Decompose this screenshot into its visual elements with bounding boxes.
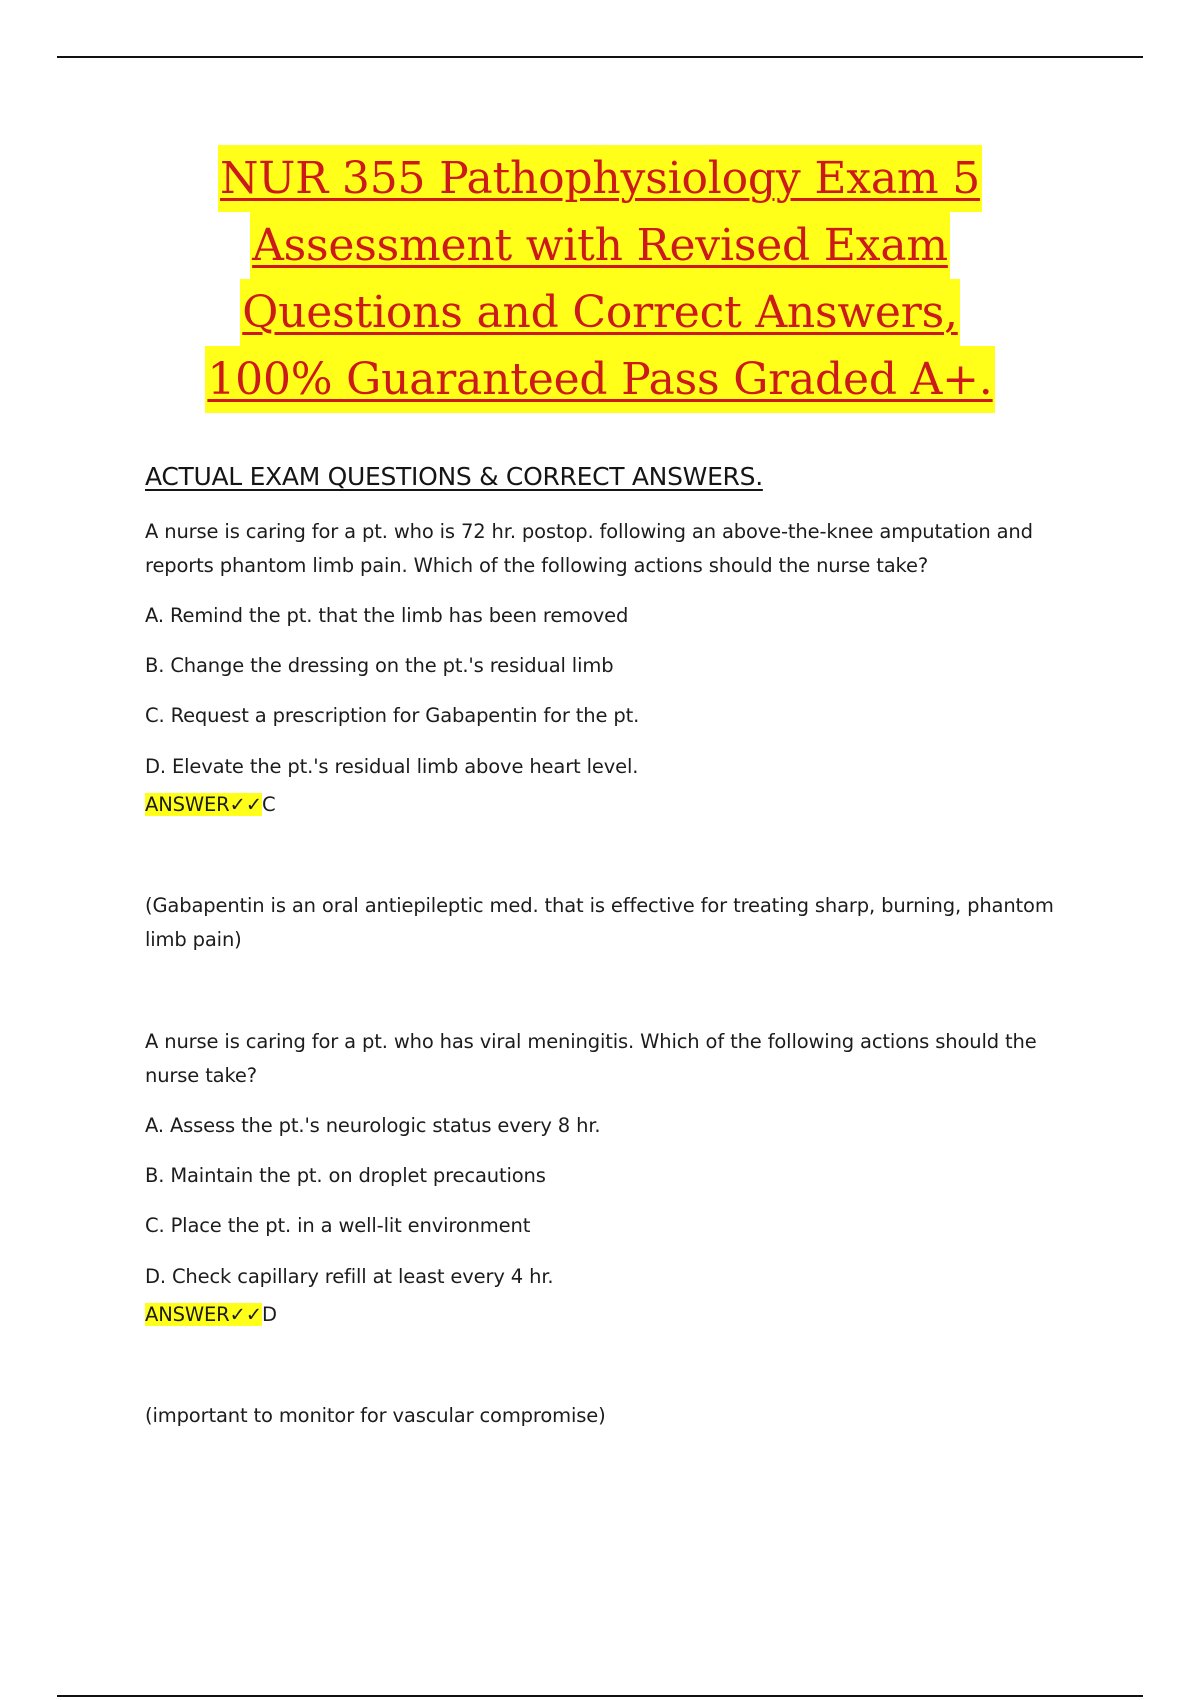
bottom-divider <box>57 1695 1143 1697</box>
answer-value: D <box>261 1303 277 1326</box>
title-line-4: 100% Guaranteed Pass Graded A+. <box>205 346 994 413</box>
question-2-answer <box>145 1298 277 1332</box>
question-1-stem-line-2: reports phantom limb pain. Which of the following actions should the nurse take? <box>145 554 929 577</box>
question-1-option-b: B. Change the dressing on the pt.'s residual limb <box>145 654 614 677</box>
question-2-option-d: D. Check capillary refill at least every 4 hr. <box>145 1265 554 1288</box>
answer-value: C <box>261 793 276 816</box>
question-1-rationale-line-1: (Gabapentin is an oral antiepileptic med. that is effective for treating sharp, burning, phantom <box>145 894 1054 917</box>
question-2-option-a: A. Assess the pt.'s neurologic status every 8 hr. <box>145 1114 601 1137</box>
question-1-option-a: A. Remind the pt. that the limb has been removed <box>145 604 629 627</box>
answer-label: ANSWER✓✓ <box>145 1303 262 1326</box>
question-1-option-c: C. Request a prescription for Gabapentin for the pt. <box>145 704 640 727</box>
top-divider <box>57 56 1143 58</box>
question-2-stem-line-1: A nurse is caring for a pt. who has viral meningitis. Which of the following actions should the <box>145 1030 1037 1053</box>
question-1-option-d: D. Elevate the pt.'s residual limb above heart level. <box>145 755 639 778</box>
document-title <box>150 145 1050 413</box>
title-line-3: Questions and Correct Answers, <box>240 279 959 346</box>
question-2-rationale-line-1: (important to monitor for vascular compromise) <box>145 1404 606 1427</box>
answer-label: ANSWER✓✓ <box>145 793 262 816</box>
question-1-stem-line-1: A nurse is caring for a pt. who is 72 hr. postop. following an above-the-knee amputation and <box>145 520 1033 543</box>
question-1-answer <box>145 788 275 822</box>
question-2-option-c: C. Place the pt. in a well-lit environment <box>145 1214 531 1237</box>
question-1-rationale-line-2: limb pain) <box>145 928 242 951</box>
question-2-option-b: B. Maintain the pt. on droplet precautions <box>145 1164 546 1187</box>
question-2-stem-line-2: nurse take? <box>145 1064 257 1087</box>
section-heading: ACTUAL EXAM QUESTIONS & CORRECT ANSWERS. <box>145 462 763 491</box>
title-line-1: NUR 355 Pathophysiology Exam 5 <box>218 145 982 212</box>
title-line-2: Assessment with Revised Exam <box>250 212 950 279</box>
